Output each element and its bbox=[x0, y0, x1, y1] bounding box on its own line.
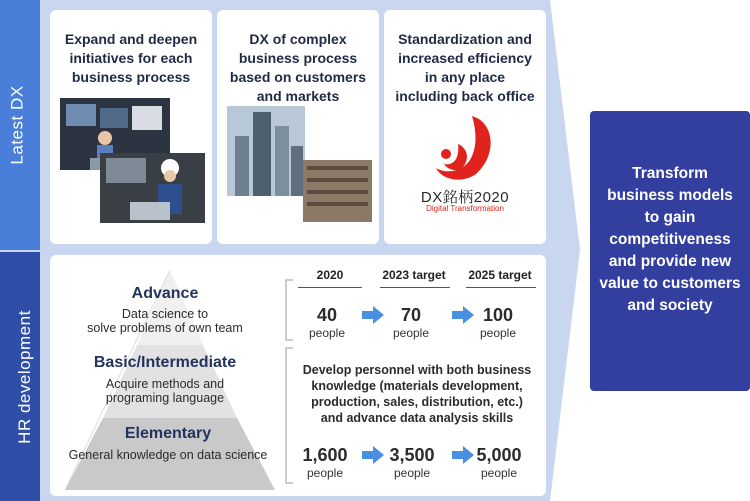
tier-elementary bbox=[55, 425, 281, 462]
vr-engineer-photo bbox=[60, 98, 205, 238]
tier-basic-desc-1: Acquire methods and bbox=[105, 377, 225, 391]
side-label-hr-development bbox=[0, 252, 40, 501]
column-underline bbox=[298, 287, 362, 288]
basic-count-2023-value: 3,500 bbox=[389, 445, 435, 465]
tier-advance bbox=[55, 285, 275, 335]
develop-line-3: production, sales, distribution, etc.) bbox=[311, 395, 523, 409]
dx-card-complex-business bbox=[217, 10, 379, 244]
basic-count-2025-value: 5,000 bbox=[476, 445, 522, 465]
basic-count-2020-value: 1,600 bbox=[302, 445, 348, 465]
advance-count-2023-unit: people bbox=[392, 326, 430, 340]
latest-dx-text: Latest DX bbox=[7, 85, 27, 165]
develop-line-2: knowledge (materials development, bbox=[311, 379, 523, 393]
basic-count-2023-unit: people bbox=[393, 466, 431, 480]
tier-advance-desc-1: Data science to bbox=[121, 307, 209, 321]
tier-elementary-desc-1: General knowledge on data science bbox=[68, 448, 268, 462]
transform-result-box bbox=[590, 111, 750, 391]
hr-development-text: HR development bbox=[14, 309, 34, 444]
building-photo bbox=[227, 106, 372, 226]
tier-elementary-title: Elementary bbox=[124, 425, 212, 442]
tier-advance-desc-2: solve problems of own team bbox=[87, 321, 243, 335]
basic-count-2023 bbox=[381, 445, 443, 480]
basic-count-2025-unit: people bbox=[480, 466, 518, 480]
basic-count-2025 bbox=[468, 445, 530, 480]
transform-result-text: Transform business models to gain competitiveness and provide new value to customers and society bbox=[599, 165, 741, 314]
dx-card-standardization-text: Standardization and increased efficiency in any place including back office bbox=[395, 31, 535, 104]
advance-count-2025 bbox=[467, 305, 529, 340]
basic-count-2020 bbox=[294, 445, 356, 480]
develop-line-4: and advance data analysis skills bbox=[320, 411, 514, 425]
column-2025-target: 2025 target bbox=[468, 268, 532, 282]
tier-basic-title: Basic/Intermediate bbox=[93, 354, 237, 371]
dx-card-process bbox=[50, 10, 212, 244]
tier-advance-title: Advance bbox=[131, 285, 199, 302]
advance-count-2025-unit: people bbox=[479, 326, 517, 340]
develop-personnel-text bbox=[294, 362, 540, 426]
side-label-latest-dx bbox=[0, 0, 40, 250]
column-2020: 2020 bbox=[316, 268, 344, 282]
column-underline bbox=[466, 287, 536, 288]
advance-count-2023-value: 70 bbox=[400, 305, 422, 325]
dx-brand-logo-icon bbox=[432, 114, 498, 184]
tier-basic bbox=[55, 354, 275, 405]
dx-card-complex-business-text: DX of complex business process based on customers and markets bbox=[229, 31, 367, 104]
basic-count-2020-unit: people bbox=[306, 466, 344, 480]
dx-card-process-text: Expand and deepen initiatives for each business process bbox=[64, 31, 198, 85]
dx-brand-logo-subtext: Digital Transformation bbox=[426, 204, 504, 213]
develop-line-1: Develop personnel with both business bbox=[302, 363, 532, 377]
dx-brand-logo-text: DX銘柄2020 bbox=[420, 189, 510, 206]
advance-count-2023 bbox=[380, 305, 442, 340]
advance-count-2020-value: 40 bbox=[316, 305, 338, 325]
tier-basic-desc-2: programing language bbox=[105, 391, 225, 405]
advance-count-2020 bbox=[296, 305, 358, 340]
advance-count-2020-unit: people bbox=[308, 326, 346, 340]
column-2023-target: 2023 target bbox=[382, 268, 446, 282]
dx-card-standardization bbox=[384, 10, 546, 244]
column-underline bbox=[380, 287, 450, 288]
advance-count-2025-value: 100 bbox=[482, 305, 514, 325]
